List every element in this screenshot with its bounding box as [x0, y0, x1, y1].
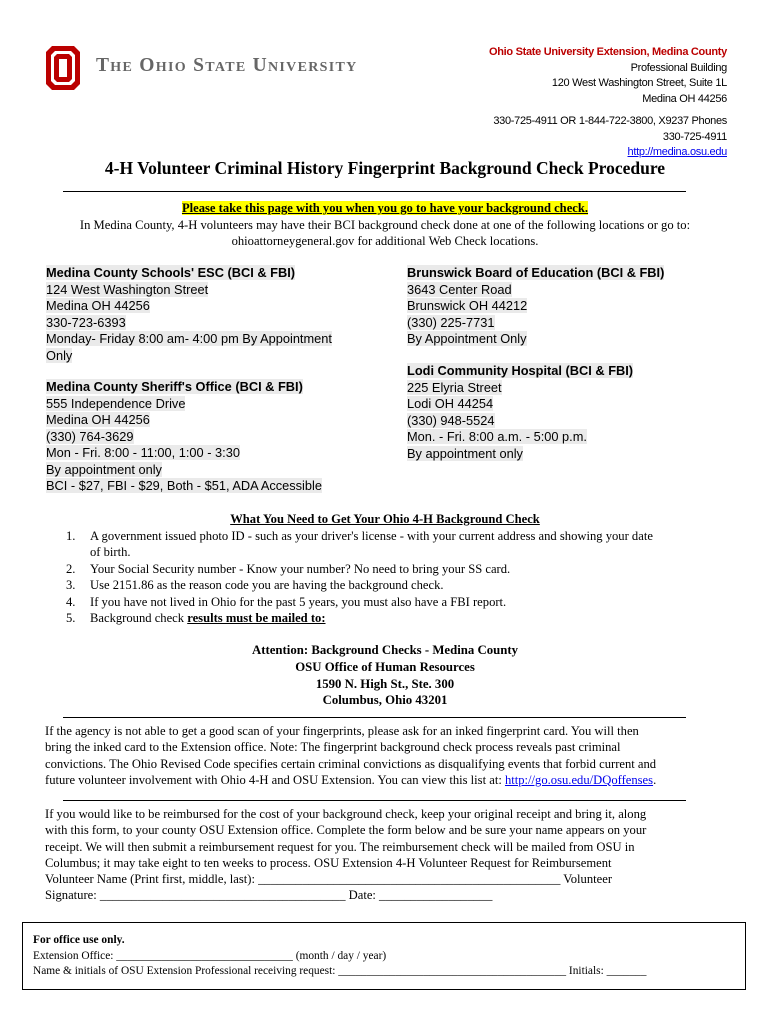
location-city: Brunswick OH 44212 [407, 298, 528, 313]
location-phone: 330-723-6393 [46, 314, 126, 330]
office-building: Professional Building [630, 61, 727, 74]
highlighted-instruction: Please take this page with you when you go to have your background check. [181, 201, 589, 215]
document-title: 4-H Volunteer Criminal History Fingerprint Background Check Procedure [104, 158, 666, 178]
location-name: Medina County Sheriff's Office (BCI & FBI) [46, 379, 303, 394]
list-item: 5. Background check results must be mailed to: [66, 611, 326, 626]
location-hours: Monday- Friday 8:00 am- 4:00 pm By Appointment [46, 331, 332, 346]
list-item: 3. Use 2151.86 as the reason code you are having the background check. [66, 578, 444, 593]
mail-street: 1590 N. High St., Ste. 300 [315, 676, 455, 691]
requirements-heading: What You Need to Get Your Ohio 4-H Background Check [230, 512, 540, 526]
intro-line-1: In Medina County, 4-H volunteers may have their BCI background check done at one of the following locations or go to: [79, 217, 691, 232]
location-sheriff [46, 379, 376, 495]
location-hours: Mon - Fri. 8:00 - 11:00, 1:00 - 3:30 [46, 445, 240, 460]
location-street: 225 Elyria Street [407, 379, 502, 395]
location-city: Medina OH 44256 [46, 298, 150, 313]
dq-offenses-link[interactable]: http://go.osu.edu/DQoffenses [504, 772, 654, 787]
office-use-box [22, 922, 746, 990]
office-address-block [489, 45, 727, 161]
location-street: 3643 Center Road [407, 281, 512, 297]
office-phones: 330-725-4911 OR 1-844-722-3800, X9237 Phones [493, 115, 727, 127]
location-appointment: By appointment only [407, 445, 523, 461]
intro-line-2: ohioattorneygeneral.gov for additional Web Check locations. [231, 234, 539, 248]
signature-date-field[interactable]: Signature: _______________________________________ Date: __________________ [45, 888, 493, 903]
mail-office: OSU Office of Human Resources [295, 659, 475, 674]
location-hours: Mon. - Fri. 8:00 a.m. - 5:00 p.m. [407, 429, 587, 444]
location-city: Lodi OH 44254 [407, 396, 494, 411]
location-name: Medina County Schools' ESC (BCI & FBI) [46, 265, 296, 280]
list-item: 2. Your Social Security number - Know your number? No need to bring your SS card. [66, 561, 511, 576]
location-street: 555 Independence Drive [46, 395, 186, 411]
office-street: 120 West Washington Street, Suite 1L [551, 77, 727, 89]
location-phone: (330) 764-3629 [46, 428, 134, 444]
office-website-link[interactable]: http://medina.osu.edu [627, 146, 727, 158]
reimbursement-paragraph: If you would like to be reimbursed for the cost of your background check, keep your original receipt and bring it, along with this form, to your county OSU Extension office. Complete the form below and be sure your name appears on your receipt. We will then submit a reimbursement request for you. The reimbursement check will be mailed from OSU in Columbus; it may take eight to ten weeks to process. OSU Extension 4-H Volunteer Request for Reimbursement Volunteer Name (Print first, middle, last): ________________________________________________ Volunteer Signature: _______________________________________ Date: __________________ [45, 806, 735, 904]
volunteer-name-field[interactable]: Volunteer Name (Print first, middle, last): ________________________________________________ Volunteer [45, 872, 613, 887]
university-wordmark: The Ohio State University [96, 55, 358, 76]
location-phone: (330) 225-7731 [407, 314, 495, 330]
office-name: Ohio State University Extension, Medina County [488, 46, 727, 58]
list-item: 4. If you have not lived in Ohio for the past 5 years, you must also have a FBI report. [66, 594, 507, 609]
office-fax: 330-725-4911 [662, 130, 727, 143]
location-name: Lodi Community Hospital (BCI & FBI) [407, 363, 634, 378]
location-city: Medina OH 44256 [46, 412, 150, 427]
section-divider [63, 800, 686, 801]
location-appointment: By appointment only [46, 461, 162, 477]
location-appointment: By Appointment Only [407, 331, 527, 346]
extension-office-field[interactable]: Extension Office: _______________________________ (month / day / year) [33, 949, 387, 962]
location-brunswick [407, 265, 737, 348]
fingerprint-paragraph: If the agency is not able to get a good scan of your fingerprints, please ask for an inked fingerprint card. You will then bring the inked card to the Extension office. Note: The fingerprint background check process reveals past criminal convictions. The Ohio Revised Code specifies certain criminal convictions as disqualifying events that forbid current and future volunteer involvement with Ohio 4-H and OSU Extension. You can view this list at: http://go.osu.edu/DQoffenses. [45, 724, 657, 787]
location-lodi [407, 363, 737, 462]
office-city: Medina OH 44256 [642, 92, 727, 105]
location-phone: (330) 948-5524 [407, 412, 495, 428]
office-use-title: For office use only. [33, 934, 125, 946]
professional-initials-field[interactable]: Name & initials of OSU Extension Professional receiving request: ________________________________________ Initials: _______ [33, 965, 647, 977]
title-divider [63, 191, 686, 192]
mailing-address [0, 642, 770, 709]
section-divider [63, 717, 686, 718]
requirements-list [46, 528, 736, 626]
location-street: 124 West Washington Street [46, 281, 209, 297]
location-fees: BCI - $27, FBI - $29, Both - $51, ADA Accessible [46, 478, 322, 493]
intro-block [0, 200, 770, 250]
list-item: 1. A government issued photo ID - such as your driver's license - with your current address and showing your date of birth. [66, 529, 653, 560]
ohio-state-block-o-logo-icon [44, 44, 82, 92]
mail-attention: Attention: Background Checks - Medina County [251, 643, 519, 657]
location-name: Brunswick Board of Education (BCI & FBI) [407, 265, 665, 280]
mail-city: Columbus, Ohio 43201 [322, 693, 448, 708]
location-hours-cont: Only [46, 347, 73, 363]
location-esc [46, 265, 376, 364]
